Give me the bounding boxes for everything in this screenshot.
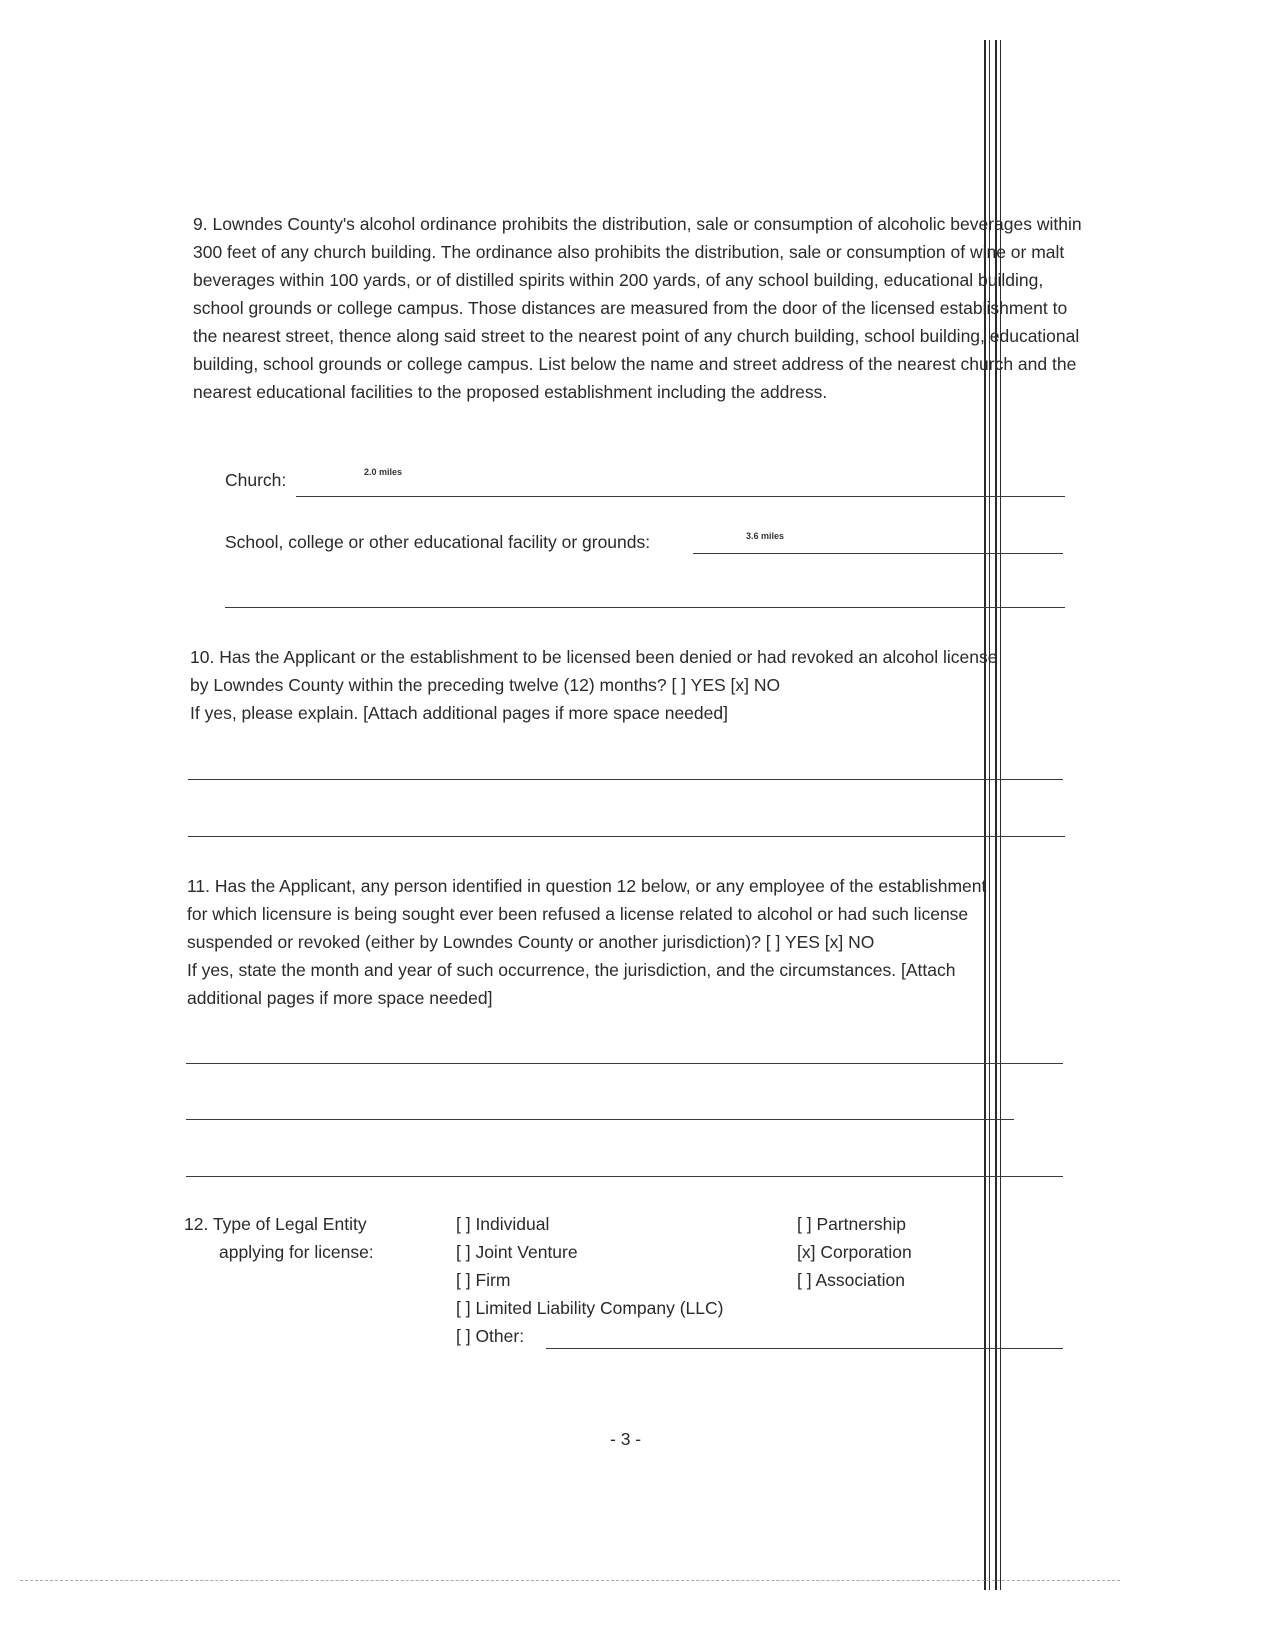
option-partnership[interactable]: [ ] Partnership — [797, 1214, 906, 1234]
other-field-line[interactable] — [546, 1348, 1063, 1349]
question-10-line-3: If yes, please explain. [Attach additional pages if more space needed] — [190, 703, 728, 723]
question-11-line-2: for which licensure is being sought ever been refused a license related to alcohol or had such license — [187, 904, 969, 924]
answer-line[interactable] — [225, 607, 1065, 608]
option-individual[interactable]: [ ] Individual — [456, 1214, 550, 1234]
church-label: Church: — [225, 470, 287, 490]
option-other[interactable]: [ ] Other: — [456, 1326, 525, 1346]
answer-line[interactable] — [186, 1119, 1014, 1120]
question-12-label-line-2: applying for license: — [219, 1242, 374, 1262]
question-12-label-line-1: 12. Type of Legal Entity — [184, 1214, 367, 1234]
question-10-line-1: 10. Has the Applicant or the establishment to be licensed been denied or had revoked an alcohol license — [190, 647, 998, 667]
option-association[interactable]: [ ] Association — [797, 1270, 905, 1290]
option-joint-venture[interactable]: [ ] Joint Venture — [456, 1242, 578, 1262]
school-label: School, college or other educational facility or grounds: — [225, 532, 651, 552]
school-value: 3.6 miles — [746, 531, 785, 541]
school-field-line[interactable] — [693, 553, 1063, 554]
answer-line[interactable] — [188, 779, 1063, 780]
answer-line[interactable] — [186, 1176, 1063, 1177]
answer-line[interactable] — [186, 1063, 1063, 1064]
church-field-line[interactable] — [296, 496, 1065, 497]
option-corporation[interactable]: [x] Corporation — [797, 1242, 912, 1262]
question-9-text: 9. Lowndes County's alcohol ordinance prohibits the distribution, sale or consumption of alcoholic beverages within 300 feet of any church building. The ordinance also prohibits the distribution, sale or consumption of wine or malt beverages within 100 yards, or of distilled spirits within 200 yards, of any school building, educational building, school grounds or college campus. Those distances are measured from the door of the licensed establishment to the nearest street, thence along said street to the nearest point of any church building, school building, educational building, school grounds or college campus. List below the name and street address of the nearest church and the nearest educational facilities to the proposed establishment including the address. — [193, 214, 1082, 402]
page-edge — [20, 1580, 1120, 1581]
question-10-line-2: by Lowndes County within the preceding twelve (12) months? [ ] YES [x] NO — [190, 675, 781, 695]
question-11-line-4: If yes, state the month and year of such occurrence, the jurisdiction, and the circumstances. [Attach — [187, 960, 956, 980]
answer-line[interactable] — [188, 836, 1065, 837]
page-number: - 3 - — [610, 1429, 642, 1449]
question-11-line-5: additional pages if more space needed] — [187, 988, 493, 1008]
option-llc[interactable]: [ ] Limited Liability Company (LLC) — [456, 1298, 724, 1318]
question-11-line-3: suspended or revoked (either by Lowndes County or another jurisdiction)? [ ] YES [x] NO — [187, 932, 875, 952]
question-11-line-1: 11. Has the Applicant, any person identified in question 12 below, or any employee of the establishment — [187, 876, 987, 896]
church-value: 2.0 miles — [364, 467, 403, 477]
option-firm[interactable]: [ ] Firm — [456, 1270, 511, 1290]
